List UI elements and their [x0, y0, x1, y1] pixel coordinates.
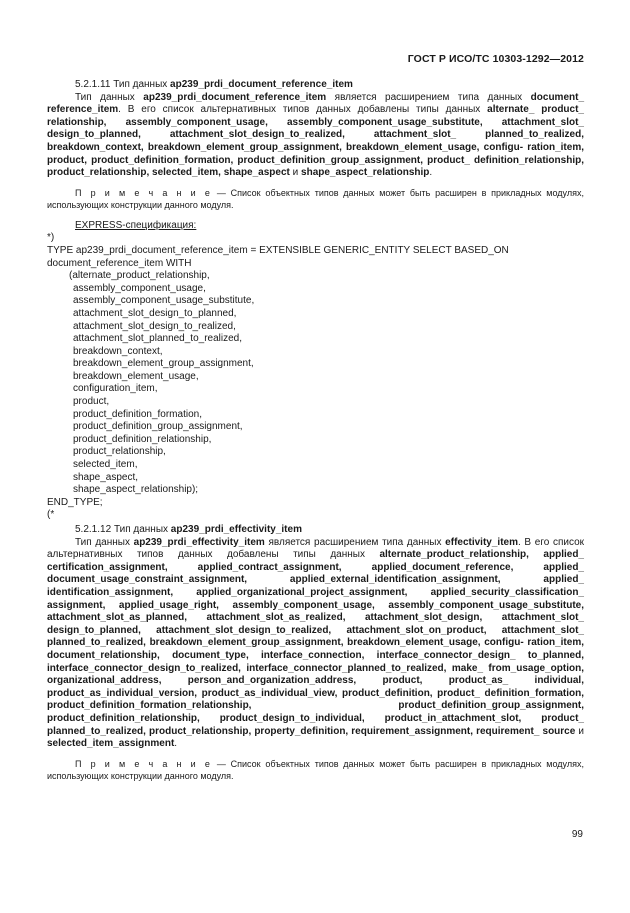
para-text: Тип данных [75, 91, 135, 103]
note-text: — Список объектных типов данных может быть расширен в прикладных модулях, использующих конструкции данного модуля. [47, 758, 584, 781]
note-label: П р и м е ч а н и е [75, 187, 213, 198]
section-5-2-1-11-heading [47, 79, 584, 92]
express-item: breakdown_context, [73, 345, 163, 357]
para-conjunction: и [292, 167, 299, 179]
page-content [47, 79, 584, 782]
express-based-on-line: document_reference_item WITH [47, 257, 192, 269]
express-item: product, [73, 396, 110, 408]
express-item: breakdown_element_usage, [73, 370, 199, 382]
express-type-line: TYPE ap239_prdi_document_reference_item = EXTENSIBLE GENERIC_ENTITY SELECT BASED_ON [47, 244, 509, 256]
para-text: Тип данных [75, 536, 130, 548]
express-item: attachment_slot_design_to_planned, [73, 307, 237, 319]
document-code-header: ГОСТ Р ИСО/ТС 10303-1292—2012 [407, 53, 584, 65]
express-item: breakdown_element_group_assignment, [73, 358, 254, 370]
section-5-2-1-12-heading [47, 524, 584, 537]
para-type-name: ap239_prdi_effectivity_item [133, 536, 265, 548]
express-item: shape_aspect_relationship); [73, 484, 199, 496]
section-5-2-1-12-note [47, 758, 584, 782]
express-item: (alternate_product_relationship, [69, 270, 210, 282]
para-type-name: ap239_prdi_document_reference_item [143, 91, 327, 103]
para-type-list: alternate_ product_ relationship, assembly_component_usage, assembly_component_usage_substitute, attachment_slot_ design_to_planned, attachment_slot_design_to_realized, attachment_slot_ planned_to_realized, breakdown_context, breakdown_element_group_assignment, breakdown_element_usage, configu- ration_item, product, product_definition_formation, product_definition_group_assignment, product_ definition_relationship, product_relationship, selected_item, shape_aspect [47, 104, 584, 179]
express-item: assembly_component_usage, [73, 282, 206, 294]
heading-prefix: Тип данных [113, 524, 169, 535]
express-specification [47, 220, 584, 522]
express-close-comment: (* [47, 509, 55, 521]
express-open-comment: *) [47, 232, 55, 244]
heading-type-name: ap239_prdi_effectivity_item [170, 524, 302, 535]
note-label: П р и м е ч а н и е [75, 758, 213, 769]
section-5-2-1-11-note [47, 187, 584, 211]
express-item: configuration_item, [73, 383, 158, 395]
express-item: shape_aspect, [73, 471, 139, 483]
para-conjunction: и [578, 725, 584, 737]
express-title: EXPRESS-спецификация: [75, 219, 197, 231]
section-5-2-1-11-paragraph [47, 92, 584, 180]
page-number: 99 [571, 829, 583, 840]
express-item: product_definition_formation, [73, 408, 202, 420]
para-base-type: document_ reference_item [47, 91, 585, 116]
express-end-type: END_TYPE; [47, 496, 103, 508]
para-last-type: selected_item_assignment [47, 738, 175, 750]
heading-type-name: ap239_prdi_document_reference_item [170, 79, 353, 90]
express-item: product_definition_group_assignment, [73, 421, 243, 433]
express-item: selected_item, [73, 459, 138, 471]
para-last-type: shape_aspect_relationship [301, 167, 430, 179]
para-text: . В его список альтернативных типов данных добавлены типы данных [47, 536, 585, 561]
para-base-type: effectivity_item [445, 536, 518, 548]
express-item: product_definition_relationship, [73, 433, 212, 445]
para-text: является расширением типа данных [334, 91, 523, 103]
express-item: attachment_slot_planned_to_realized, [73, 333, 243, 345]
express-item: product_relationship, [73, 446, 166, 458]
para-text: . В его список альтернативных типов данных добавлены типы данных [118, 104, 481, 116]
express-item: attachment_slot_design_to_realized, [73, 320, 236, 332]
note-text: — Список объектных типов данных может быть расширен в прикладных модулях, использующих конструкции данного модуля. [47, 187, 584, 210]
section-number: 5.2.1.12 [75, 524, 112, 535]
express-select-list [47, 270, 584, 497]
heading-prefix: Тип данных [113, 79, 168, 90]
para-type-list: alternate_product_relationship, applied_ certification_assignment, applied_contract_assignment, applied_document_reference, applied_ document_usage_constraint_assignment, applied_external_identification_assignment, applied_ identification_assignment, applied_organizational_project_assignment, applied_security_classification_ assignment, applied_usage_right, assembly_component_usage, assembly_component_usage_substitute, attachment_slot_as_planned, attachment_slot_as_realized, attachment_slot_design, attachment_slot_ design_to_planned, attachment_slot_design_to_realized, attachment_slot_on_product, attachment_slot_ planned_to_realized, breakdown_element_group_assignment, breakdown_element_usage, configu- ration_item, document_relationship, document_type, interface_connection, interface_connector_design_ to_planned, interface_connector_design_to_realized, interface_connector_planned_to_realized, make_ from_usage_option, organizational_address, person_and_organization_address, product, product_as_ individual, product_as_individual_version, product_as_individual_view, product_definition, product_ definition_formation, product_definition_formation_relationship, product_definition_group_assignment, product_definition_relationship, product_design_to_individual, product_in_attachment_slot, product_ planned_to_realized, product_relationship, property_definition, requirement_assignment, requirement_ source [47, 549, 584, 737]
para-end: . [429, 167, 433, 179]
para-text: является расширением типа данных [268, 536, 442, 548]
section-5-2-1-12-paragraph [47, 537, 584, 751]
express-item: assembly_component_usage_substitute, [73, 295, 255, 307]
section-number: 5.2.1.11 [75, 79, 111, 90]
para-end: . [174, 738, 178, 750]
